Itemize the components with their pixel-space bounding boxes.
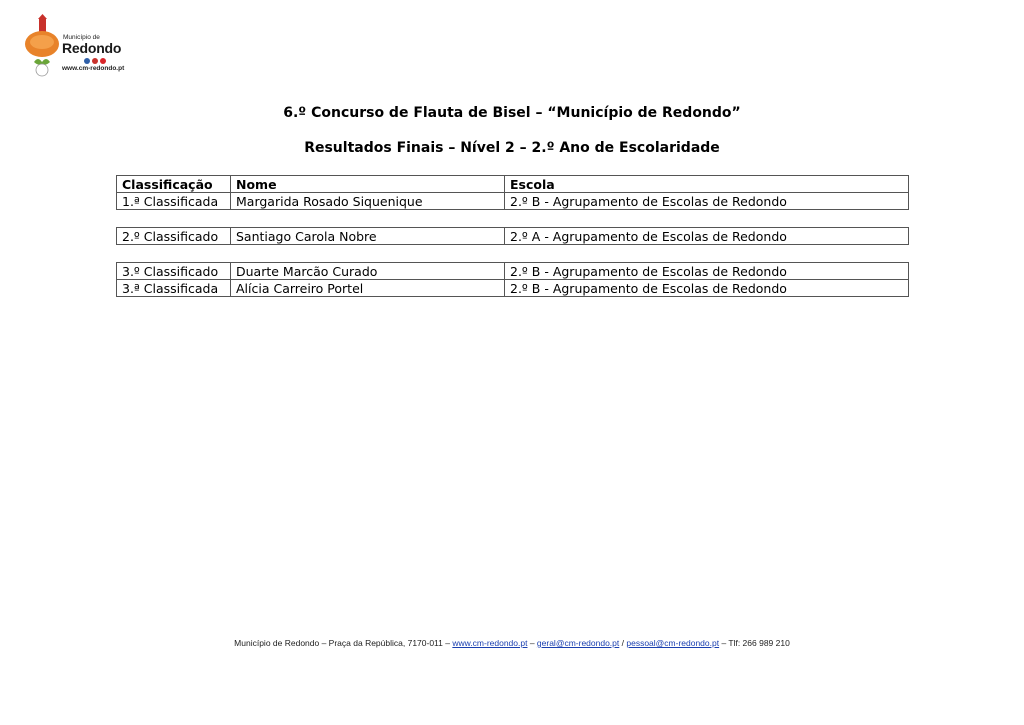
results-table-group-1 bbox=[116, 175, 909, 210]
cell-rank: 1.ª Classificada bbox=[117, 193, 231, 210]
logo-name: Redondo bbox=[62, 40, 122, 56]
footer-address: Município de Redondo – Praça da República, 7170-011 – bbox=[234, 638, 453, 648]
page-footer bbox=[0, 638, 1024, 648]
cell-name: Santiago Carola Nobre bbox=[231, 228, 505, 245]
results-table-group-3 bbox=[116, 262, 909, 297]
footer-separator: / bbox=[619, 638, 627, 648]
social-icons bbox=[84, 58, 106, 64]
document-subtitle: Resultados Finais – Nível 2 – 2.º Ano de Escolaridade bbox=[304, 140, 720, 156]
redondo-emblem-icon bbox=[22, 14, 66, 80]
header-escola: Escola bbox=[505, 176, 909, 193]
header-nome: Nome bbox=[231, 176, 505, 193]
table-header-row bbox=[117, 176, 909, 193]
table-row bbox=[117, 263, 909, 280]
footer-separator: – bbox=[527, 638, 537, 648]
cell-school: 2.º B - Agrupamento de Escolas de Redondo bbox=[505, 193, 909, 210]
footer-website-link[interactable]: www.cm-redondo.pt bbox=[452, 638, 528, 648]
footer-phone: – Tlf: 266 989 210 bbox=[719, 638, 790, 648]
footer-email-pessoal-link[interactable]: pessoal@cm-redondo.pt bbox=[626, 638, 720, 648]
cell-name: Margarida Rosado Siquenique bbox=[231, 193, 505, 210]
table-row bbox=[117, 193, 909, 210]
cell-rank: 3.º Classificado bbox=[117, 263, 231, 280]
cell-name: Alícia Carreiro Portel bbox=[231, 280, 505, 297]
cell-rank: 2.º Classificado bbox=[117, 228, 231, 245]
cell-rank: 3.ª Classificada bbox=[117, 280, 231, 297]
facebook-icon[interactable] bbox=[84, 58, 90, 64]
municipality-logo bbox=[22, 14, 142, 80]
document-title: 6.º Concurso de Flauta de Bisel – “Município de Redondo” bbox=[283, 105, 741, 121]
footer-email-geral-link[interactable]: geral@cm-redondo.pt bbox=[536, 638, 620, 648]
cell-name: Duarte Marcão Curado bbox=[231, 263, 505, 280]
logo-municipality-label: Município de bbox=[63, 34, 100, 41]
cell-school: 2.º B - Agrupamento de Escolas de Redondo bbox=[505, 280, 909, 297]
results-table-group-2 bbox=[116, 227, 909, 245]
logo-url: www.cm-redondo.pt bbox=[62, 65, 125, 72]
cell-school: 2.º A - Agrupamento de Escolas de Redondo bbox=[505, 228, 909, 245]
header-classificacao: Classificação bbox=[117, 176, 231, 193]
instagram-icon[interactable] bbox=[92, 58, 98, 64]
cell-school: 2.º B - Agrupamento de Escolas de Redondo bbox=[505, 263, 909, 280]
table-row bbox=[117, 228, 909, 245]
table-row bbox=[117, 280, 909, 297]
youtube-icon[interactable] bbox=[100, 58, 106, 64]
